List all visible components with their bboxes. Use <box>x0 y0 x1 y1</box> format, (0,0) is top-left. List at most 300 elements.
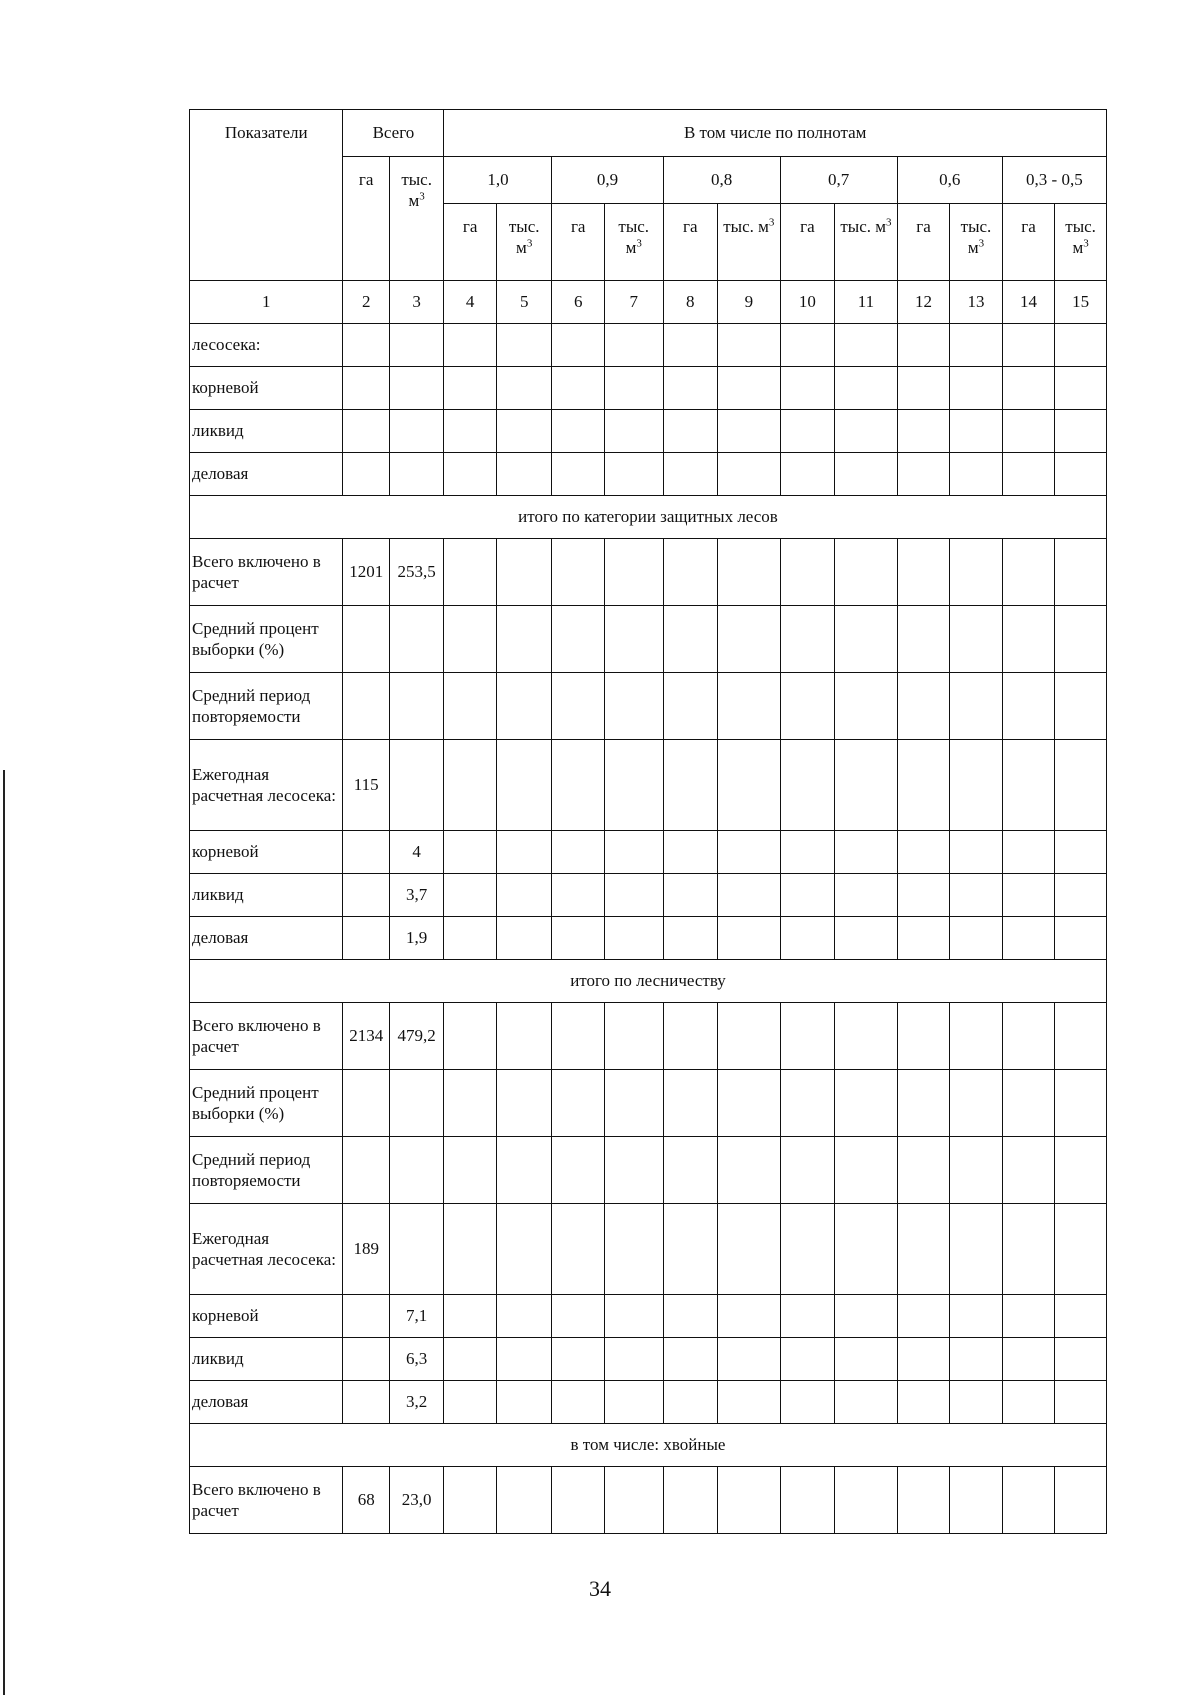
empty-cell <box>780 324 835 367</box>
row-label: ликвид <box>190 874 343 917</box>
empty-cell <box>1055 1295 1107 1338</box>
cell-ha <box>343 874 389 917</box>
cell-vol: 253,5 <box>389 539 444 606</box>
col-num: 14 <box>1002 281 1055 324</box>
empty-cell <box>552 740 605 831</box>
empty-cell <box>1055 367 1107 410</box>
cell-ha <box>343 1381 389 1424</box>
empty-cell <box>780 1381 835 1424</box>
empty-cell <box>897 917 950 960</box>
empty-cell <box>897 539 950 606</box>
empty-cell <box>444 874 497 917</box>
empty-cell <box>343 367 389 410</box>
empty-cell <box>718 324 781 367</box>
density-0-6: 0,6 <box>897 157 1002 204</box>
cell-ha: 2134 <box>343 1003 389 1070</box>
empty-cell <box>663 1204 718 1295</box>
empty-cell <box>1055 539 1107 606</box>
empty-cell <box>389 453 444 496</box>
empty-cell <box>950 831 1003 874</box>
row-label: Ежегодная расчетная лесосека: <box>190 1204 343 1295</box>
empty-cell <box>1002 1204 1055 1295</box>
empty-cell <box>780 1338 835 1381</box>
section-title-row <box>190 496 1107 539</box>
section-title: в том числе: хвойные <box>190 1424 1107 1467</box>
empty-cell <box>444 410 497 453</box>
empty-cell <box>1055 1003 1107 1070</box>
empty-cell <box>552 673 605 740</box>
scan-edge-line <box>3 770 5 1695</box>
empty-cell <box>897 1070 950 1137</box>
cell-ha <box>343 831 389 874</box>
col-num: 2 <box>343 281 389 324</box>
cell-vol: 7,1 <box>389 1295 444 1338</box>
empty-cell <box>604 831 663 874</box>
empty-cell <box>552 917 605 960</box>
empty-cell <box>496 367 552 410</box>
empty-cell <box>663 673 718 740</box>
empty-cell <box>897 324 950 367</box>
empty-cell <box>444 917 497 960</box>
empty-cell <box>604 1003 663 1070</box>
empty-cell <box>780 367 835 410</box>
empty-cell <box>496 831 552 874</box>
cell-ha <box>343 1137 389 1204</box>
table-row <box>190 1381 1107 1424</box>
unit-thous-m3: тыс. $м^3$ <box>496 204 552 281</box>
empty-cell <box>1055 1467 1107 1534</box>
empty-cell <box>1055 1381 1107 1424</box>
col-num: 9 <box>718 281 781 324</box>
table-row <box>190 874 1107 917</box>
cell-ha: 1201 <box>343 539 389 606</box>
empty-cell <box>663 831 718 874</box>
empty-cell <box>663 1003 718 1070</box>
empty-cell <box>496 1137 552 1204</box>
row-label: деловая <box>190 917 343 960</box>
row-label: ликвид <box>190 1338 343 1381</box>
header-total: Всего <box>343 110 444 157</box>
empty-cell <box>604 740 663 831</box>
cell-ha: 115 <box>343 740 389 831</box>
cell-vol: 3,2 <box>389 1381 444 1424</box>
empty-cell <box>950 874 1003 917</box>
table-row <box>190 673 1107 740</box>
table-row <box>190 1338 1107 1381</box>
empty-cell <box>496 874 552 917</box>
cell-vol <box>389 1070 444 1137</box>
cell-vol: 3,7 <box>389 874 444 917</box>
empty-cell <box>496 740 552 831</box>
empty-cell <box>835 1467 898 1534</box>
empty-cell <box>835 740 898 831</box>
empty-cell <box>496 606 552 673</box>
empty-cell <box>604 1338 663 1381</box>
empty-cell <box>1055 1137 1107 1204</box>
empty-cell <box>950 1338 1003 1381</box>
table-row <box>190 539 1107 606</box>
empty-cell <box>897 1137 950 1204</box>
empty-cell <box>444 606 497 673</box>
empty-cell <box>604 453 663 496</box>
empty-cell <box>950 917 1003 960</box>
table-row <box>190 1204 1107 1295</box>
empty-cell <box>780 1204 835 1295</box>
cell-vol <box>389 740 444 831</box>
empty-cell <box>718 917 781 960</box>
empty-cell <box>444 740 497 831</box>
density-0-3-0-5: 0,3 - 0,5 <box>1002 157 1106 204</box>
empty-cell <box>496 673 552 740</box>
row-label: лесосека: <box>190 324 343 367</box>
empty-cell <box>950 606 1003 673</box>
row-label: корневой <box>190 831 343 874</box>
empty-cell <box>950 740 1003 831</box>
empty-cell <box>897 874 950 917</box>
empty-cell <box>1055 1204 1107 1295</box>
empty-cell <box>552 453 605 496</box>
empty-cell <box>950 1137 1003 1204</box>
empty-cell <box>496 1204 552 1295</box>
empty-cell <box>950 367 1003 410</box>
empty-cell <box>496 453 552 496</box>
row-label: деловая <box>190 1381 343 1424</box>
empty-cell <box>663 367 718 410</box>
empty-cell <box>604 1137 663 1204</box>
cutting-area-table <box>189 109 1107 1534</box>
empty-cell <box>1055 874 1107 917</box>
unit-thous-m3: тыс. $м^3$ <box>950 204 1003 281</box>
empty-cell <box>950 1381 1003 1424</box>
empty-cell <box>950 1295 1003 1338</box>
empty-cell <box>496 1070 552 1137</box>
empty-cell <box>552 1137 605 1204</box>
empty-cell <box>444 831 497 874</box>
empty-cell <box>604 1295 663 1338</box>
cell-vol: 1,9 <box>389 917 444 960</box>
empty-cell <box>552 874 605 917</box>
section-title: итого по категории защитных лесов <box>190 496 1107 539</box>
empty-cell <box>780 539 835 606</box>
empty-cell <box>663 1338 718 1381</box>
empty-cell <box>663 917 718 960</box>
empty-cell <box>718 831 781 874</box>
empty-cell <box>496 1003 552 1070</box>
empty-cell <box>1002 324 1055 367</box>
empty-cell <box>552 1338 605 1381</box>
col-num: 11 <box>835 281 898 324</box>
empty-cell <box>1055 673 1107 740</box>
cell-ha <box>343 917 389 960</box>
header-total-ha: га <box>343 157 389 281</box>
empty-cell <box>718 1467 781 1534</box>
empty-cell <box>663 539 718 606</box>
empty-cell <box>897 410 950 453</box>
empty-cell <box>1055 917 1107 960</box>
empty-cell <box>780 606 835 673</box>
empty-cell <box>718 673 781 740</box>
empty-cell <box>718 453 781 496</box>
cell-vol: 479,2 <box>389 1003 444 1070</box>
empty-cell <box>552 1204 605 1295</box>
empty-cell <box>950 539 1003 606</box>
empty-cell <box>897 831 950 874</box>
unit-ha: га <box>780 204 835 281</box>
unit-ha: га <box>897 204 950 281</box>
header-row-1 <box>190 110 1107 157</box>
cell-vol: 23,0 <box>389 1467 444 1534</box>
row-label: Средний процент выборки (%) <box>190 606 343 673</box>
empty-cell <box>718 874 781 917</box>
empty-cell <box>950 410 1003 453</box>
empty-cell <box>897 1003 950 1070</box>
empty-cell <box>835 606 898 673</box>
empty-cell <box>444 1204 497 1295</box>
empty-cell <box>663 1295 718 1338</box>
col-num: 8 <box>663 281 718 324</box>
cell-vol <box>389 1204 444 1295</box>
row-label: Всего включено в расчет <box>190 1467 343 1534</box>
row-label: корневой <box>190 1295 343 1338</box>
empty-cell <box>604 917 663 960</box>
empty-cell <box>897 740 950 831</box>
table-row <box>190 917 1107 960</box>
empty-cell <box>897 1467 950 1534</box>
empty-cell <box>444 324 497 367</box>
empty-cell <box>552 539 605 606</box>
empty-cell <box>444 1137 497 1204</box>
empty-cell <box>343 453 389 496</box>
cell-ha <box>343 1338 389 1381</box>
empty-cell <box>1055 831 1107 874</box>
empty-cell <box>604 1381 663 1424</box>
empty-cell <box>663 1467 718 1534</box>
cell-ha <box>343 606 389 673</box>
empty-cell <box>1055 1070 1107 1137</box>
cell-vol <box>389 606 444 673</box>
cell-ha <box>343 1295 389 1338</box>
empty-cell <box>718 539 781 606</box>
empty-cell <box>389 324 444 367</box>
empty-cell <box>663 324 718 367</box>
empty-cell <box>604 874 663 917</box>
empty-cell <box>1002 673 1055 740</box>
empty-cell <box>950 324 1003 367</box>
unit-thous-m3: тыс. $м^3$ <box>835 204 898 281</box>
empty-cell <box>604 1467 663 1534</box>
unit-ha: га <box>552 204 605 281</box>
empty-cell <box>1002 917 1055 960</box>
table-row <box>190 831 1107 874</box>
empty-cell <box>604 367 663 410</box>
table-row <box>190 410 1107 453</box>
empty-cell <box>897 453 950 496</box>
empty-cell <box>835 1137 898 1204</box>
empty-cell <box>950 673 1003 740</box>
empty-cell <box>552 1295 605 1338</box>
empty-cell <box>835 874 898 917</box>
empty-cell <box>835 917 898 960</box>
empty-cell <box>718 1137 781 1204</box>
cell-ha <box>343 1070 389 1137</box>
empty-cell <box>718 1070 781 1137</box>
section-title: итого по лесничеству <box>190 960 1107 1003</box>
table-row <box>190 324 1107 367</box>
empty-cell <box>1002 453 1055 496</box>
empty-cell <box>950 1070 1003 1137</box>
table-row <box>190 1467 1107 1534</box>
empty-cell <box>496 1381 552 1424</box>
empty-cell <box>897 606 950 673</box>
empty-cell <box>343 324 389 367</box>
empty-cell <box>950 1003 1003 1070</box>
empty-cell <box>444 453 497 496</box>
density-1-0: 1,0 <box>444 157 552 204</box>
table-row <box>190 606 1107 673</box>
unit-thous-m3: тыс. $м^3$ <box>604 204 663 281</box>
unit-thous-m3: тыс. $м^3$ <box>718 204 781 281</box>
empty-cell <box>444 1295 497 1338</box>
empty-cell <box>718 1204 781 1295</box>
empty-cell <box>835 453 898 496</box>
empty-cell <box>780 874 835 917</box>
cell-vol <box>389 1137 444 1204</box>
empty-cell <box>835 1381 898 1424</box>
row-label: Средний процент выборки (%) <box>190 1070 343 1137</box>
empty-cell <box>950 1467 1003 1534</box>
empty-cell <box>663 453 718 496</box>
row-label: Всего включено в расчет <box>190 539 343 606</box>
cell-ha: 189 <box>343 1204 389 1295</box>
density-0-9: 0,9 <box>552 157 663 204</box>
unit-ha: га <box>663 204 718 281</box>
section-title-row <box>190 960 1107 1003</box>
col-num: 15 <box>1055 281 1107 324</box>
empty-cell <box>718 740 781 831</box>
empty-cell <box>835 367 898 410</box>
empty-cell <box>835 831 898 874</box>
table-row <box>190 1070 1107 1137</box>
col-num: 6 <box>552 281 605 324</box>
header-total-thous-m3: тыс. $м^3$ <box>389 157 444 281</box>
empty-cell <box>897 1204 950 1295</box>
empty-cell <box>552 1003 605 1070</box>
col-num: 1 <box>190 281 343 324</box>
empty-cell <box>718 1381 781 1424</box>
row-label: Средний период повторяемости <box>190 1137 343 1204</box>
empty-cell <box>780 740 835 831</box>
row-label: Ежегодная расчетная лесосека: <box>190 740 343 831</box>
col-num: 13 <box>950 281 1003 324</box>
col-num: 4 <box>444 281 497 324</box>
empty-cell <box>835 324 898 367</box>
empty-cell <box>1055 453 1107 496</box>
empty-cell <box>444 367 497 410</box>
empty-cell <box>897 367 950 410</box>
empty-cell <box>552 1467 605 1534</box>
empty-cell <box>1055 606 1107 673</box>
empty-cell <box>604 673 663 740</box>
empty-cell <box>780 1467 835 1534</box>
empty-cell <box>604 1204 663 1295</box>
table-row <box>190 453 1107 496</box>
section-title-row <box>190 1424 1107 1467</box>
empty-cell <box>552 367 605 410</box>
empty-cell <box>444 539 497 606</box>
col-num: 10 <box>780 281 835 324</box>
empty-cell <box>604 1070 663 1137</box>
empty-cell <box>604 324 663 367</box>
empty-cell <box>552 1381 605 1424</box>
empty-cell <box>835 539 898 606</box>
unit-thous-m3: тыс. $м^3$ <box>1055 204 1107 281</box>
empty-cell <box>1002 1137 1055 1204</box>
empty-cell <box>496 324 552 367</box>
empty-cell <box>835 410 898 453</box>
empty-cell <box>835 1003 898 1070</box>
empty-cell <box>1002 1467 1055 1534</box>
col-num: 5 <box>496 281 552 324</box>
empty-cell <box>496 1338 552 1381</box>
row-label: корневой <box>190 367 343 410</box>
empty-cell <box>897 1295 950 1338</box>
row-label: деловая <box>190 453 343 496</box>
empty-cell <box>780 453 835 496</box>
empty-cell <box>718 1295 781 1338</box>
empty-cell <box>663 410 718 453</box>
empty-cell <box>897 673 950 740</box>
row-label: Всего включено в расчет <box>190 1003 343 1070</box>
empty-cell <box>1055 324 1107 367</box>
cell-ha <box>343 673 389 740</box>
empty-cell <box>444 1338 497 1381</box>
col-num: 7 <box>604 281 663 324</box>
unit-ha: га <box>444 204 497 281</box>
empty-cell <box>780 917 835 960</box>
empty-cell <box>950 1204 1003 1295</box>
empty-cell <box>1002 367 1055 410</box>
empty-cell <box>1002 1070 1055 1137</box>
header-by-density: В том числе по полнотам <box>444 110 1107 157</box>
empty-cell <box>835 1204 898 1295</box>
empty-cell <box>718 410 781 453</box>
empty-cell <box>552 324 605 367</box>
empty-cell <box>1002 1338 1055 1381</box>
empty-cell <box>1002 831 1055 874</box>
density-0-7: 0,7 <box>780 157 897 204</box>
empty-cell <box>1002 874 1055 917</box>
empty-cell <box>552 606 605 673</box>
empty-cell <box>444 673 497 740</box>
empty-cell <box>444 1003 497 1070</box>
empty-cell <box>663 874 718 917</box>
empty-cell <box>1002 1295 1055 1338</box>
empty-cell <box>444 1467 497 1534</box>
empty-cell <box>718 606 781 673</box>
cell-ha: 68 <box>343 1467 389 1534</box>
empty-cell <box>663 1381 718 1424</box>
row-label: ликвид <box>190 410 343 453</box>
empty-cell <box>780 1295 835 1338</box>
table-row <box>190 1137 1107 1204</box>
empty-cell <box>780 673 835 740</box>
empty-cell <box>663 1137 718 1204</box>
empty-cell <box>835 1338 898 1381</box>
empty-cell <box>663 1070 718 1137</box>
cell-vol: 4 <box>389 831 444 874</box>
col-num: 3 <box>389 281 444 324</box>
cell-vol <box>389 673 444 740</box>
